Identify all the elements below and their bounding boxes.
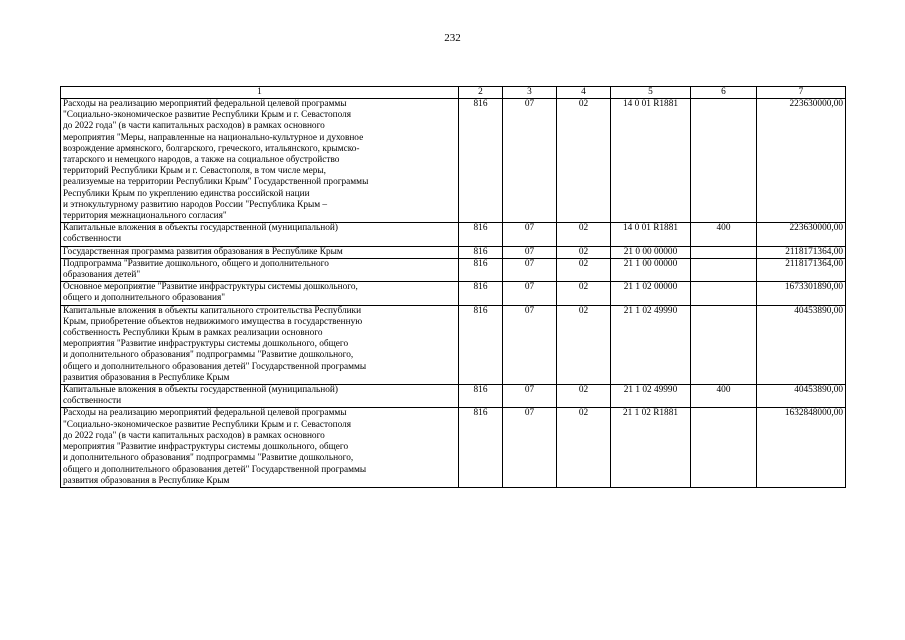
- table-row: [61, 99, 846, 223]
- expense-name-line: возрождение армянского, болгарского, греческого, итальянского, крымско-: [63, 143, 360, 154]
- subsection-code-cell: 02: [557, 223, 611, 246]
- target-article-cell: 21 1 02 49990: [611, 385, 691, 408]
- expense-name-cell: [61, 246, 459, 258]
- expense-name-line: мероприятия "Развитие инфраструктуры системы дошкольного, общего: [63, 442, 349, 453]
- target-article-cell: 21 1 00 00000: [611, 258, 691, 281]
- column-header-6: 6: [691, 87, 757, 99]
- expense-name-line: Государственная программа развития образования в Республике Крым: [63, 246, 343, 257]
- ministry-code-cell: 816: [459, 282, 503, 305]
- column-header-1: 1: [61, 87, 459, 99]
- ministry-code-cell: 816: [459, 385, 503, 408]
- expense-name-line: образования детей": [63, 270, 141, 281]
- header-row: [61, 87, 846, 99]
- column-header-3: 3: [503, 87, 557, 99]
- target-article-cell: 14 0 01 R1881: [611, 99, 691, 223]
- target-article-cell: 21 1 02 R1881: [611, 408, 691, 487]
- amount-cell: 2118171364,00: [757, 258, 846, 281]
- expense-type-cell: [691, 282, 757, 305]
- target-article-cell: 21 0 00 00000: [611, 246, 691, 258]
- expense-name-line: общего и дополнительного образования": [63, 293, 226, 304]
- expense-name-line: Расходы на реализацию мероприятий федеральной целевой программы: [63, 408, 347, 419]
- expense-name-line: развития образования в Республике Крым: [63, 475, 230, 486]
- expense-name-line: и дополнительного образования" подпрограммы "Развитие дошкольного,: [63, 350, 354, 361]
- amount-cell: 1673301890,00: [757, 282, 846, 305]
- expense-name-line: "Социально-экономическое развитие Республики Крым и г. Севастополя: [63, 419, 352, 430]
- expense-type-cell: 400: [691, 223, 757, 246]
- budget-table: [60, 86, 846, 488]
- expense-name-line: собственности: [63, 234, 122, 245]
- page-number: 232: [444, 32, 461, 44]
- expense-name-line: Подпрограмма "Развитие дошкольного, общего и дополнительного: [63, 258, 329, 269]
- amount-cell: 223630000,00: [757, 99, 846, 223]
- expense-name-line: собственности: [63, 396, 122, 407]
- expense-name-line: мероприятия "Развитие инфраструктуры системы дошкольного, общего: [63, 339, 349, 350]
- subsection-code-cell: 02: [557, 246, 611, 258]
- subsection-code-cell: 02: [557, 258, 611, 281]
- expense-name-line: и дополнительного образования" подпрограммы "Развитие дошкольного,: [63, 453, 354, 464]
- amount-cell: 1632848000,00: [757, 408, 846, 487]
- expense-name-line: развития образования в Республике Крым: [63, 372, 230, 383]
- section-code-cell: 07: [503, 99, 557, 223]
- amount-cell: 40453890,00: [757, 305, 846, 384]
- subsection-code-cell: 02: [557, 408, 611, 487]
- section-code-cell: 07: [503, 385, 557, 408]
- expense-name-cell: [61, 408, 459, 487]
- column-header-4: 4: [557, 87, 611, 99]
- expense-name-line: "Социально-экономическое развитие Республики Крым и г. Севастополя: [63, 110, 352, 121]
- expense-type-cell: 400: [691, 385, 757, 408]
- subsection-code-cell: 02: [557, 99, 611, 223]
- expense-name-cell: [61, 305, 459, 384]
- expense-name-line: территория межнационального согласия": [63, 211, 227, 222]
- table-row: [61, 305, 846, 384]
- column-header-2: 2: [459, 87, 503, 99]
- expense-name-line: общего и дополнительного образования детей" Государственной программы: [63, 361, 367, 372]
- ministry-code-cell: 816: [459, 408, 503, 487]
- expense-type-cell: [691, 246, 757, 258]
- table-row: [61, 282, 846, 305]
- ministry-code-cell: 816: [459, 305, 503, 384]
- section-code-cell: 07: [503, 223, 557, 246]
- amount-cell: 2118171364,00: [757, 246, 846, 258]
- table-row: [61, 258, 846, 281]
- subsection-code-cell: 02: [557, 282, 611, 305]
- subsection-code-cell: 02: [557, 385, 611, 408]
- table-row: [61, 408, 846, 487]
- expense-name-cell: [61, 99, 459, 223]
- table-row: [61, 223, 846, 246]
- table-row: [61, 385, 846, 408]
- expense-name-cell: [61, 385, 459, 408]
- expense-name-line: Основное мероприятие "Развитие инфраструктуры системы дошкольного,: [63, 282, 358, 293]
- target-article-cell: 21 1 02 49990: [611, 305, 691, 384]
- section-code-cell: 07: [503, 305, 557, 384]
- amount-cell: 40453890,00: [757, 385, 846, 408]
- expense-name-line: Республики Крым по укреплению единства российской нации: [63, 188, 310, 199]
- expense-name-line: и этнокультурному развитию народов России "Республика Крым –: [63, 199, 328, 210]
- expense-name-line: Капитальные вложения в объекты государственной (муниципальной): [63, 385, 338, 396]
- amount-cell: 223630000,00: [757, 223, 846, 246]
- ministry-code-cell: 816: [459, 99, 503, 223]
- ministry-code-cell: 816: [459, 258, 503, 281]
- expense-name-line: общего и дополнительного образования детей" Государственной программы: [63, 464, 367, 475]
- expense-name-line: татарского и немецкого народов, а также на социальное обустройство: [63, 155, 340, 166]
- expense-type-cell: [691, 99, 757, 223]
- section-code-cell: 07: [503, 246, 557, 258]
- ministry-code-cell: 816: [459, 246, 503, 258]
- expense-name-line: реализуемые на территории Республики Крым" Государственной программы: [63, 177, 369, 188]
- expense-name-line: собственность Республики Крым в рамках реализации основного: [63, 328, 323, 339]
- expense-name-line: до 2022 года" (в части капитальных расходов) в рамках основного: [63, 121, 325, 132]
- column-header-5: 5: [611, 87, 691, 99]
- subsection-code-cell: 02: [557, 305, 611, 384]
- expense-type-cell: [691, 408, 757, 487]
- expense-name-line: до 2022 года" (в части капитальных расходов) в рамках основного: [63, 430, 325, 441]
- column-header-7: 7: [757, 87, 846, 99]
- expense-type-cell: [691, 305, 757, 384]
- section-code-cell: 07: [503, 408, 557, 487]
- expense-name-line: территорий Республики Крым и г. Севастополя, в том числе меры,: [63, 166, 326, 177]
- expense-name-cell: [61, 258, 459, 281]
- expense-name-line: мероприятия "Меры, направленные на национально-культурное и духовное: [63, 132, 364, 143]
- target-article-cell: 14 0 01 R1881: [611, 223, 691, 246]
- expense-name-line: Капитальные вложения в объекты капитального строительства Республики: [63, 305, 362, 316]
- expense-name-line: Капитальные вложения в объекты государственной (муниципальной): [63, 223, 338, 234]
- expense-name-cell: [61, 223, 459, 246]
- ministry-code-cell: 816: [459, 223, 503, 246]
- target-article-cell: 21 1 02 00000: [611, 282, 691, 305]
- section-code-cell: 07: [503, 258, 557, 281]
- table-row: [61, 246, 846, 258]
- expense-name-line: Крым, приобретение объектов недвижимого имущества в государственную: [63, 316, 363, 327]
- section-code-cell: 07: [503, 282, 557, 305]
- expense-type-cell: [691, 258, 757, 281]
- expense-name-cell: [61, 282, 459, 305]
- expense-name-line: Расходы на реализацию мероприятий федеральной целевой программы: [63, 99, 347, 109]
